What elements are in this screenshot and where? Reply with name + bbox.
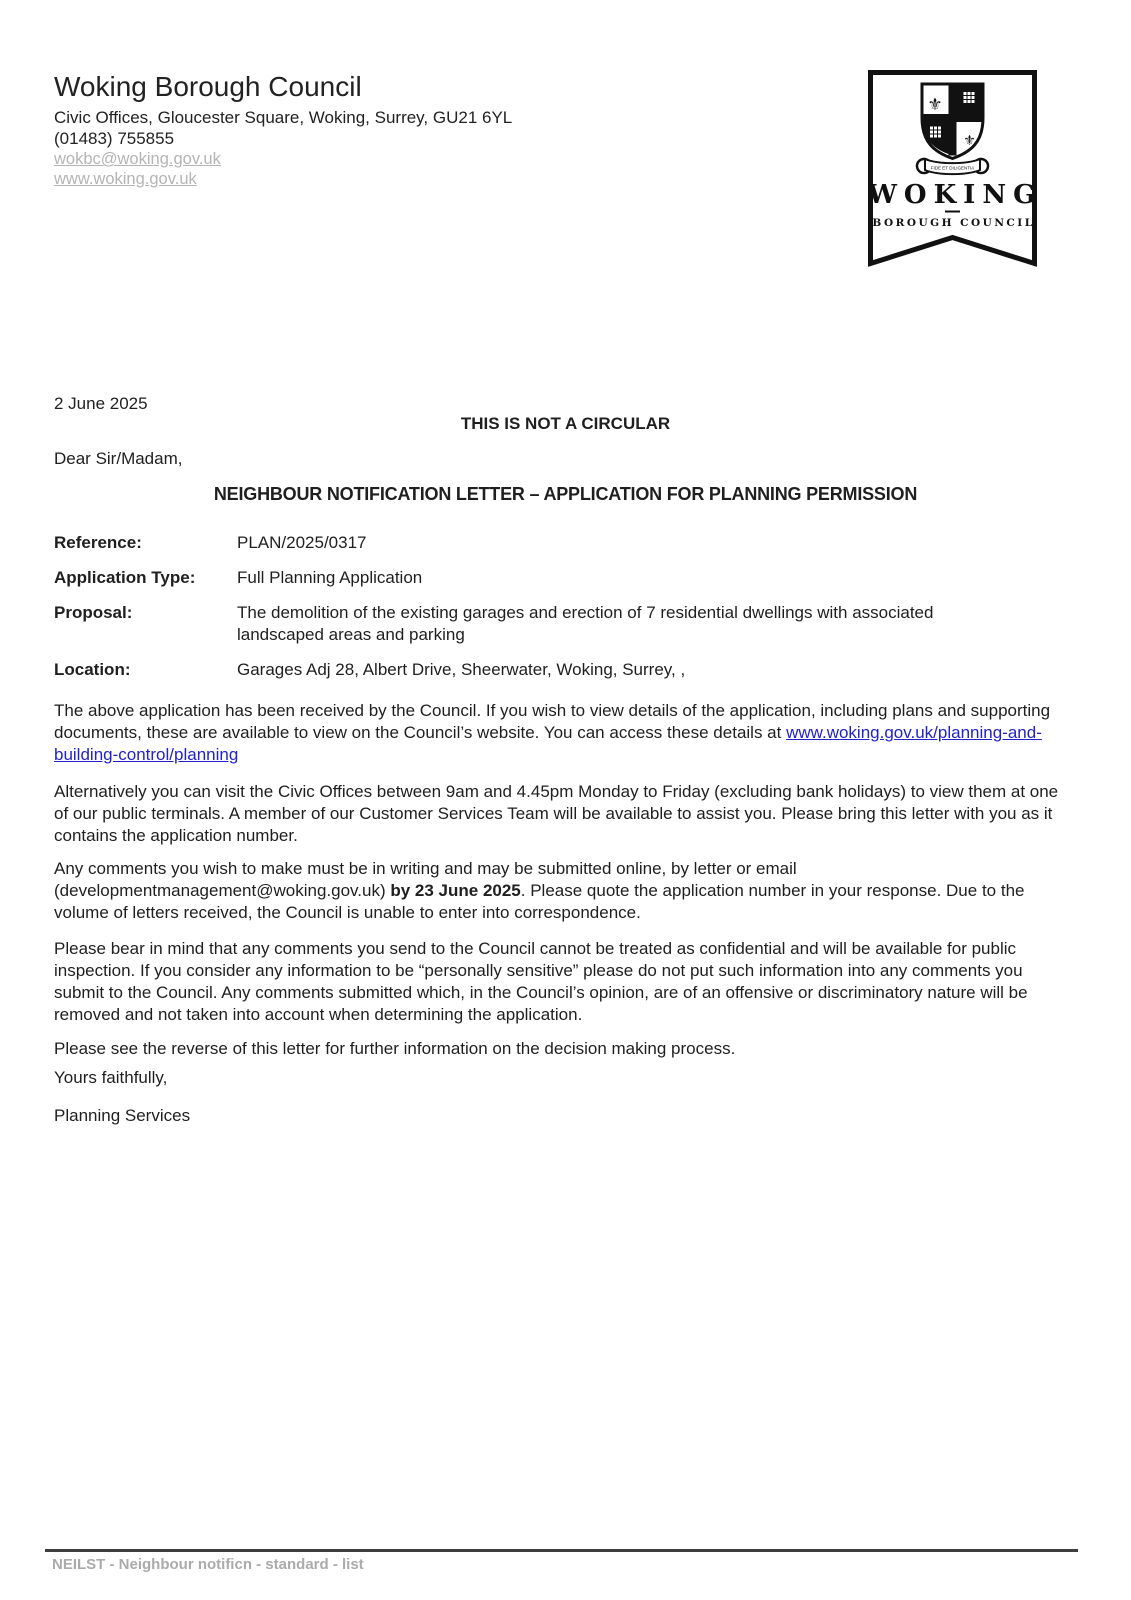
letter-date: 2 June 2025 [54,394,148,413]
svg-text:⚜: ⚜ [963,133,976,149]
org-address: Civic Offices, Gloucester Square, Woking, Surrey, GU21 6YL [54,108,513,127]
org-phone: (01483) 755855 [54,129,175,148]
field-value-location: Garages Adj 28, Albert Drive, Sheerwater, Woking, Surrey, , [237,660,686,679]
paragraph-confidentiality: Please bear in mind that any comments you send to the Council cannot be treated as confidential and will be available for public inspection. If you consider any information to be “personally sensitive” please do not put such information into any comments you submit to the Council. Any comments submitted which, in the Council’s opinion, are of an offensive or discriminatory nature will be removed and not taken into account when determining the application. [54,939,1028,1024]
field-label-application-type: Application Type: [54,568,196,587]
not-circular-notice: THIS IS NOT A CIRCULAR [460,414,671,433]
letter-heading: NEIGHBOUR NOTIFICATION LETTER – APPLICATION FOR PLANNING PERMISSION [213,484,918,504]
letter-body [54,393,1077,1127]
planning-website-link[interactable]: www.woking.gov.uk/planning-and-building-control/planning [54,723,1042,764]
footer-divider [45,1549,1078,1552]
logo-subtitle: BOROUGH COUNCIL [872,217,1035,229]
logo-wordmark: WOKING [868,180,1037,210]
svg-text:⚜: ⚜ [927,95,943,115]
letterhead [54,70,694,189]
org-website-link[interactable]: www.woking.gov.uk [54,170,197,188]
org-name: Woking Borough Council [54,71,362,102]
paragraph-view-details [54,700,1077,766]
paragraph-comments-text-after: . Please quote the application number in your response. Due to the volume of letters received, the Council is unable to enter into correspondence. [54,881,1025,922]
logo-motto: FIDE ET DILIGENTIA [930,165,975,171]
salutation: Dear Sir/Madam, [54,449,183,468]
field-value-reference: PLAN/2025/0317 [237,533,367,552]
signature: Planning Services [54,1106,191,1125]
paragraph-comments-text: Any comments you wish to make must be in writing and may be submitted online, by letter or email (developmentmanagement@woking.gov.uk) [54,859,797,900]
org-email-link[interactable]: wokbc@woking.gov.uk [54,150,221,168]
application-details [54,532,1077,681]
council-logo [868,70,1037,267]
field-label-reference: Reference: [54,533,142,552]
field-value-application-type: Full Planning Application [237,568,423,587]
paragraph-civic-offices: Alternatively you can visit the Civic Offices between 9am and 4.45pm Monday to Friday (excluding bank holidays) to view them at one of our public terminals. A member of our Customer Services Team will be available to assist you. Please bring this letter with you as it contains the application number. [54,782,1059,845]
footer-template-code: NEILST - Neighbour notificn - standard - list [52,1556,364,1573]
field-label-location: Location: [54,660,131,679]
council-crest-icon [868,70,1037,267]
paragraph-comments [54,858,1077,924]
comments-deadline: by 23 June 2025 [390,881,521,900]
closing: Yours faithfully, [54,1068,168,1087]
paragraph-reverse-info: Please see the reverse of this letter for further information on the decision making process. [54,1039,736,1058]
paragraph-view-details-text: The above application has been received by the Council. If you wish to view details of the application, including plans and supporting documents, these are available to view on the Council’s website. You can access these details at [54,701,1051,742]
field-value-proposal: The demolition of the existing garages and erection of 7 residential dwellings with associated landscaped areas and parking [237,603,934,644]
field-label-proposal: Proposal: [54,603,133,622]
